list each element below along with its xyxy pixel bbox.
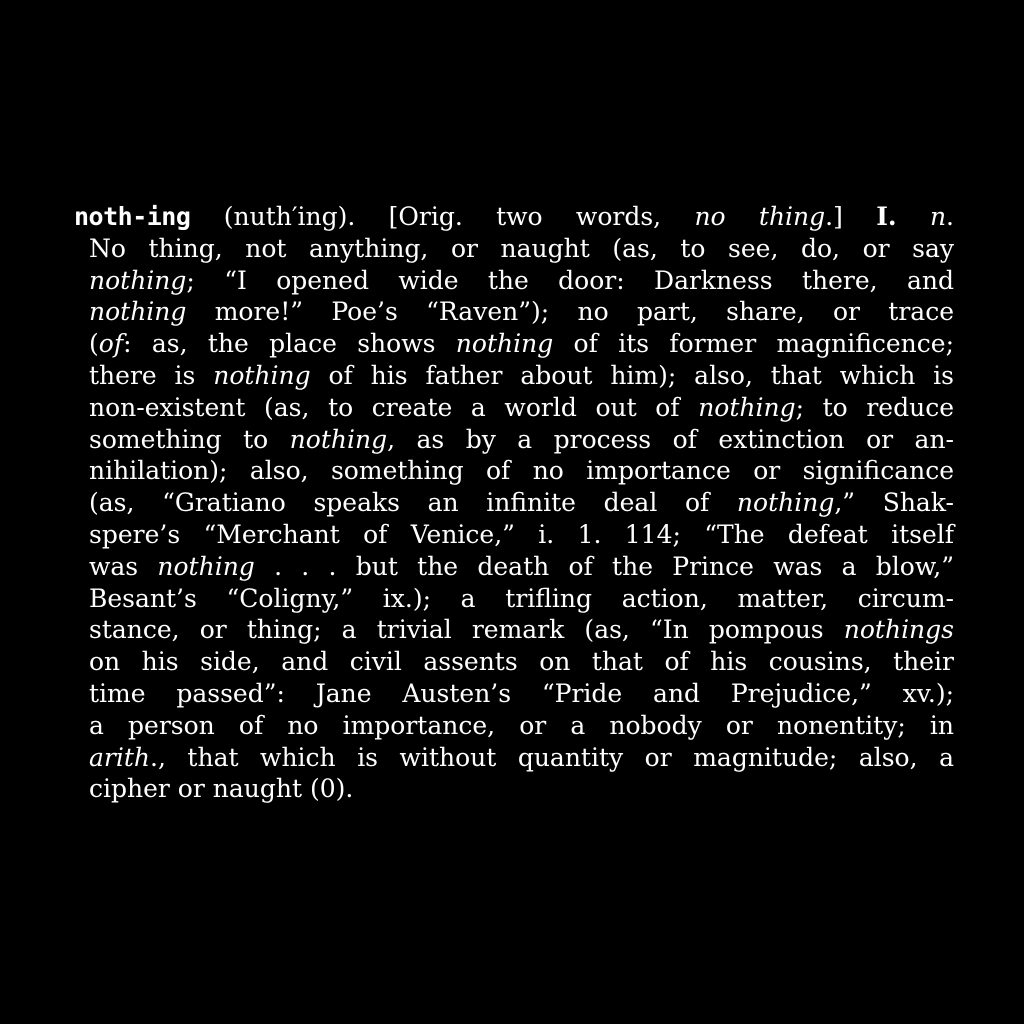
entry-text: . . . but the death of the Prince was a blow,” bbox=[254, 551, 954, 581]
entry-text: , as by a process of extinction or an- bbox=[387, 424, 954, 454]
entry-line bbox=[74, 296, 954, 328]
italic-term: no thing bbox=[694, 202, 826, 231]
entry-line bbox=[74, 487, 954, 519]
sense-number: I. bbox=[876, 202, 897, 231]
entry-text: non-existent (as, to create a world out of bbox=[89, 392, 699, 422]
entry-text: ,” Shak- bbox=[834, 488, 954, 518]
entry-line bbox=[74, 424, 954, 456]
entry-text: of its former magnificence; bbox=[553, 329, 954, 359]
entry-line bbox=[74, 678, 954, 710]
italic-term: arith bbox=[89, 742, 150, 772]
entry-line bbox=[74, 455, 954, 487]
entry-text: time passed”: Jane Austen’s “Pride and Prejudice,” xv.); bbox=[89, 678, 954, 708]
entry-line bbox=[74, 328, 954, 360]
italic-term: of bbox=[98, 329, 124, 359]
entry-line bbox=[74, 710, 954, 742]
entry-line bbox=[74, 519, 954, 551]
entry-headline bbox=[74, 201, 954, 233]
entry-line bbox=[74, 583, 954, 615]
entry-text: (nuth′ing). [Orig. two words, bbox=[190, 202, 695, 231]
italic-term: nothing bbox=[698, 392, 796, 422]
entry-text: .] bbox=[825, 202, 877, 231]
italic-term: nothings bbox=[843, 615, 954, 645]
entry-text: something to bbox=[89, 424, 290, 454]
italic-term: nothing bbox=[289, 424, 388, 454]
entry-text: of his father about him); also, that which is bbox=[310, 360, 954, 390]
italic-term: nothing bbox=[89, 265, 187, 295]
headword: noth-ing bbox=[74, 202, 191, 231]
entry-text: : as, the place shows bbox=[123, 329, 456, 359]
italic-term: nothing bbox=[213, 360, 311, 390]
entry-line bbox=[74, 265, 954, 297]
entry-line bbox=[74, 646, 954, 678]
italic-term: nothing bbox=[157, 551, 255, 581]
entry-line bbox=[74, 233, 954, 265]
entry-text: stance, or thing; a trivial remark (as, “In pompous bbox=[89, 615, 844, 645]
entry-text: ( bbox=[89, 329, 99, 359]
entry-line bbox=[74, 551, 954, 583]
entry-text: (as, “Gratiano speaks an infinite deal of bbox=[89, 488, 737, 518]
italic-term: nothing bbox=[455, 329, 554, 359]
entry-text: cipher or naught (0). bbox=[89, 774, 354, 804]
entry-text: . bbox=[946, 202, 954, 231]
entry-text: there is bbox=[89, 360, 214, 390]
entry-text: ., that which is without quantity or magnitude; also, a bbox=[150, 742, 954, 772]
italic-term: n bbox=[929, 202, 947, 231]
entry-text: more!” Poe’s “Raven”); no part, share, or trace bbox=[186, 297, 954, 327]
entry-text bbox=[897, 202, 930, 231]
italic-term: nothing bbox=[89, 297, 187, 327]
entry-line bbox=[74, 392, 954, 424]
entry-text: on his side, and civil assents on that of his cousins, their bbox=[89, 647, 954, 677]
entry-text: spere’s “Merchant of Venice,” i. 1. 114; “The defeat itself bbox=[89, 519, 954, 549]
entry-text: ; to reduce bbox=[795, 392, 954, 422]
italic-term: nothing bbox=[736, 488, 835, 518]
entry-line bbox=[74, 742, 954, 774]
entry-text: Besant’s “Coligny,” ix.); a trifling action, matter, circum- bbox=[89, 583, 954, 613]
entry-text: No thing, not anything, or naught (as, to see, do, or say bbox=[89, 233, 954, 263]
entry-text: ; “I opened wide the door: Darkness there, and bbox=[186, 265, 954, 295]
entry-text: was bbox=[89, 551, 158, 581]
entry-text: a person of no importance, or a nobody or nonentity; in bbox=[89, 710, 954, 740]
dictionary-entry bbox=[74, 201, 954, 805]
entry-line bbox=[74, 773, 954, 805]
entry-line bbox=[74, 614, 954, 646]
entry-text: nihilation); also, something of no importance or significance bbox=[89, 456, 954, 486]
entry-line bbox=[74, 360, 954, 392]
